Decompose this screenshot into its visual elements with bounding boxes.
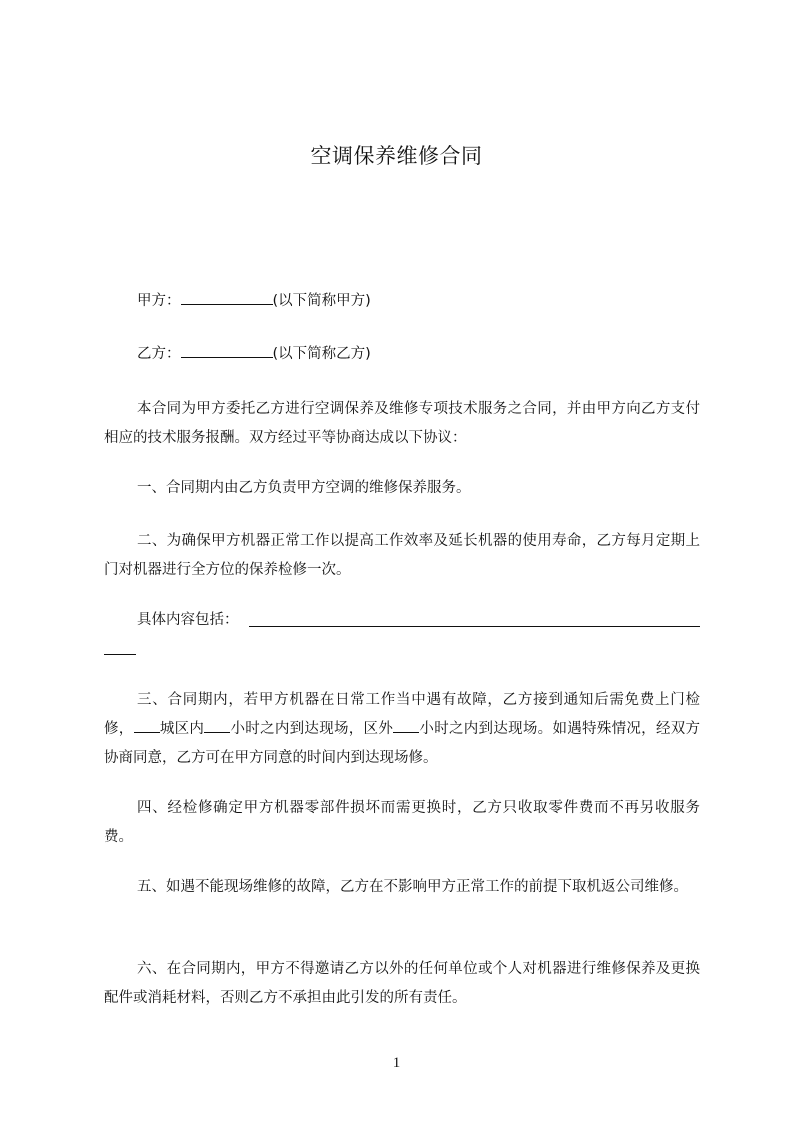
party-b-suffix: (以下简称乙方): [272, 346, 371, 362]
details-line: [104, 606, 700, 635]
document-title: 空调保养维修合同: [310, 144, 483, 168]
page-number: 1: [392, 1055, 401, 1071]
clause-1: 一、合同期内由乙方负责甲方空调的维修保养服务。: [137, 480, 471, 496]
clause-3-blank-3: [393, 717, 419, 733]
party-a-label: 甲方：: [137, 293, 181, 309]
clause-3-part3: 小时之内到达现场，区外: [230, 721, 394, 737]
intro-paragraph: 本合同为甲方委托乙方进行空调保养及维修专项技术服务之合同，并由甲方向乙方支付相应的技术服务报酬。双方经过平等协商达成以下协议：: [104, 401, 700, 446]
clause-3-part1: 三、合同期内，若甲方机器在日常工作当中遇有故障，乙方接到通知后需免费上门检修，: [104, 692, 700, 737]
party-a-line: [104, 287, 700, 316]
clause-5: 五、如遇不能现场维修的故障，乙方在不影响甲方正常工作的前提下取机返公司维修。: [137, 879, 688, 895]
party-b-blank: [181, 342, 273, 358]
party-b-label: 乙方：: [137, 346, 181, 362]
party-b-line: [104, 340, 700, 369]
clause-3: [104, 686, 700, 773]
details-fill-line-continued: [104, 654, 136, 655]
clause-3-part4: 小时之内到达现场。如遇特殊情况，经双方协商同意，乙方可在甲方同意的时间内到达现场修。: [104, 721, 701, 766]
clause-6: 六、在合同期内，甲方不得邀请乙方以外的任何单位或个人对机器进行维修保养及更换配件或消耗材料，否则乙方不承担由此引发的所有责任。: [104, 961, 700, 1006]
clause-3-blank-1: [134, 717, 160, 733]
clause-3-blank-2: [204, 717, 230, 733]
details-fill-line: [249, 626, 700, 627]
party-a-blank: [181, 289, 273, 305]
clause-2: 二、为确保甲方机器正常工作以提高工作效率及延长机器的使用寿命，乙方每月定期上门对机器进行全方位的保养检修一次。: [104, 533, 700, 578]
details-label: 具体内容包括：: [137, 612, 239, 628]
clause-3-part2: 城区内: [159, 721, 205, 737]
party-a-suffix: (以下简称甲方): [272, 293, 371, 309]
clause-4: 四、经检修确定甲方机器零部件损坏而需更换时，乙方只收取零件费而不再另收服务费。: [104, 800, 700, 845]
